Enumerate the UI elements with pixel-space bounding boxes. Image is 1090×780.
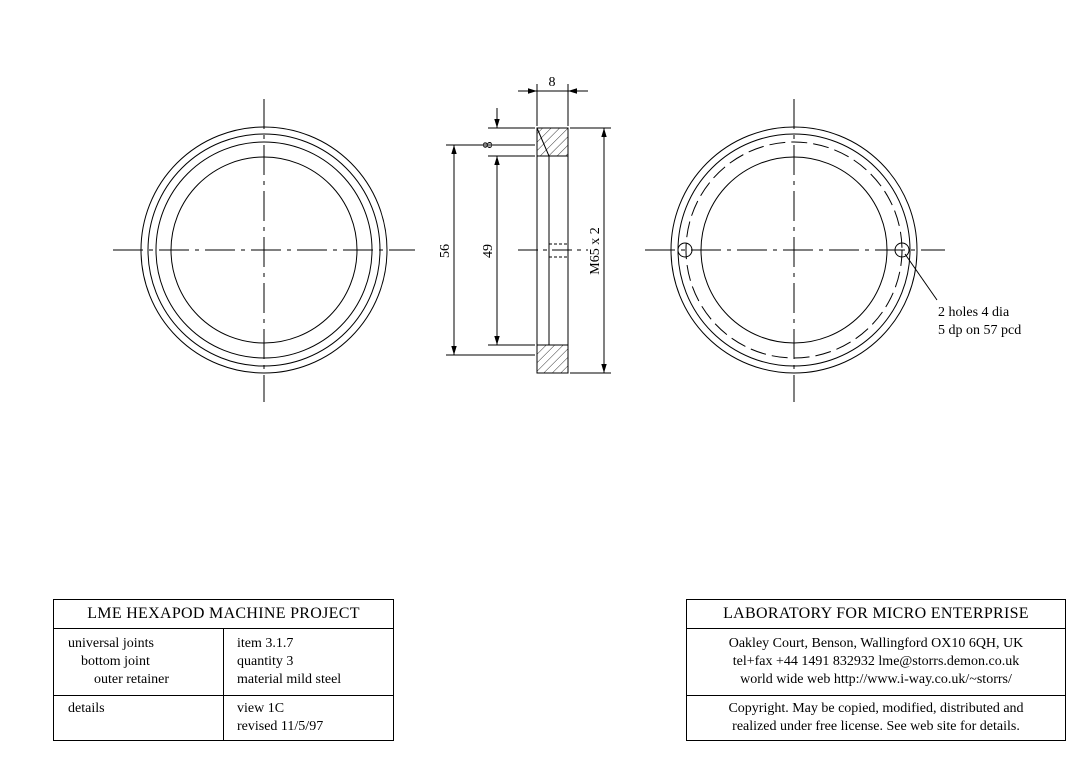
part-name-line-3: outer retainer <box>94 672 170 687</box>
hole-note-line-2: 5 dp on 57 pcd <box>938 323 1022 338</box>
address-line: Oakley Court, Benson, Wallingford OX10 6QH, UK <box>728 636 1024 651</box>
contact-line: tel+fax +44 1491 832932 lme@storrs.demon.co.uk <box>732 654 1020 669</box>
section-top-block <box>537 128 568 156</box>
dim-flange-label: 8 <box>481 141 496 149</box>
project-title: LME HEXAPOD MACHINE PROJECT <box>54 600 393 629</box>
hole-note-line-1: 2 holes 4 dia <box>938 305 1010 320</box>
dim-thread-label: M65 x 2 <box>588 227 603 275</box>
website-line: world wide web http://www.i-way.co.uk/~storrs/ <box>740 672 1012 687</box>
dim-outer-label: 56 <box>438 244 453 258</box>
revised-date: revised 11/5/97 <box>237 719 324 734</box>
license-line-1: Copyright. May be copied, modified, distributed and <box>728 701 1024 716</box>
hole-leader <box>905 254 937 300</box>
part-name-line-2: bottom joint <box>81 654 150 669</box>
quantity: quantity 3 <box>237 654 294 669</box>
item-number: item 3.1.7 <box>237 636 294 651</box>
dim-width-label: 8 <box>548 75 556 90</box>
license-line-2: realized under free license. See web site for details. <box>732 719 1020 734</box>
dim-inner-label: 49 <box>481 244 496 258</box>
license-row <box>687 695 1065 740</box>
view-label: view 1C <box>237 701 285 716</box>
details-row <box>54 695 393 740</box>
section-bottom-block <box>537 345 568 373</box>
part-name-line-1: universal joints <box>68 636 154 651</box>
lab-title: LABORATORY FOR MICRO ENTERPRISE <box>687 600 1065 629</box>
details-label: details <box>68 701 105 716</box>
end-view-left <box>113 99 415 402</box>
project-title-block <box>53 599 394 741</box>
material: material mild steel <box>237 672 342 687</box>
lab-title-block <box>686 599 1066 741</box>
section-view <box>446 84 611 373</box>
part-info-row <box>54 628 393 696</box>
end-view-right <box>645 99 945 402</box>
lab-address-row <box>687 628 1065 696</box>
